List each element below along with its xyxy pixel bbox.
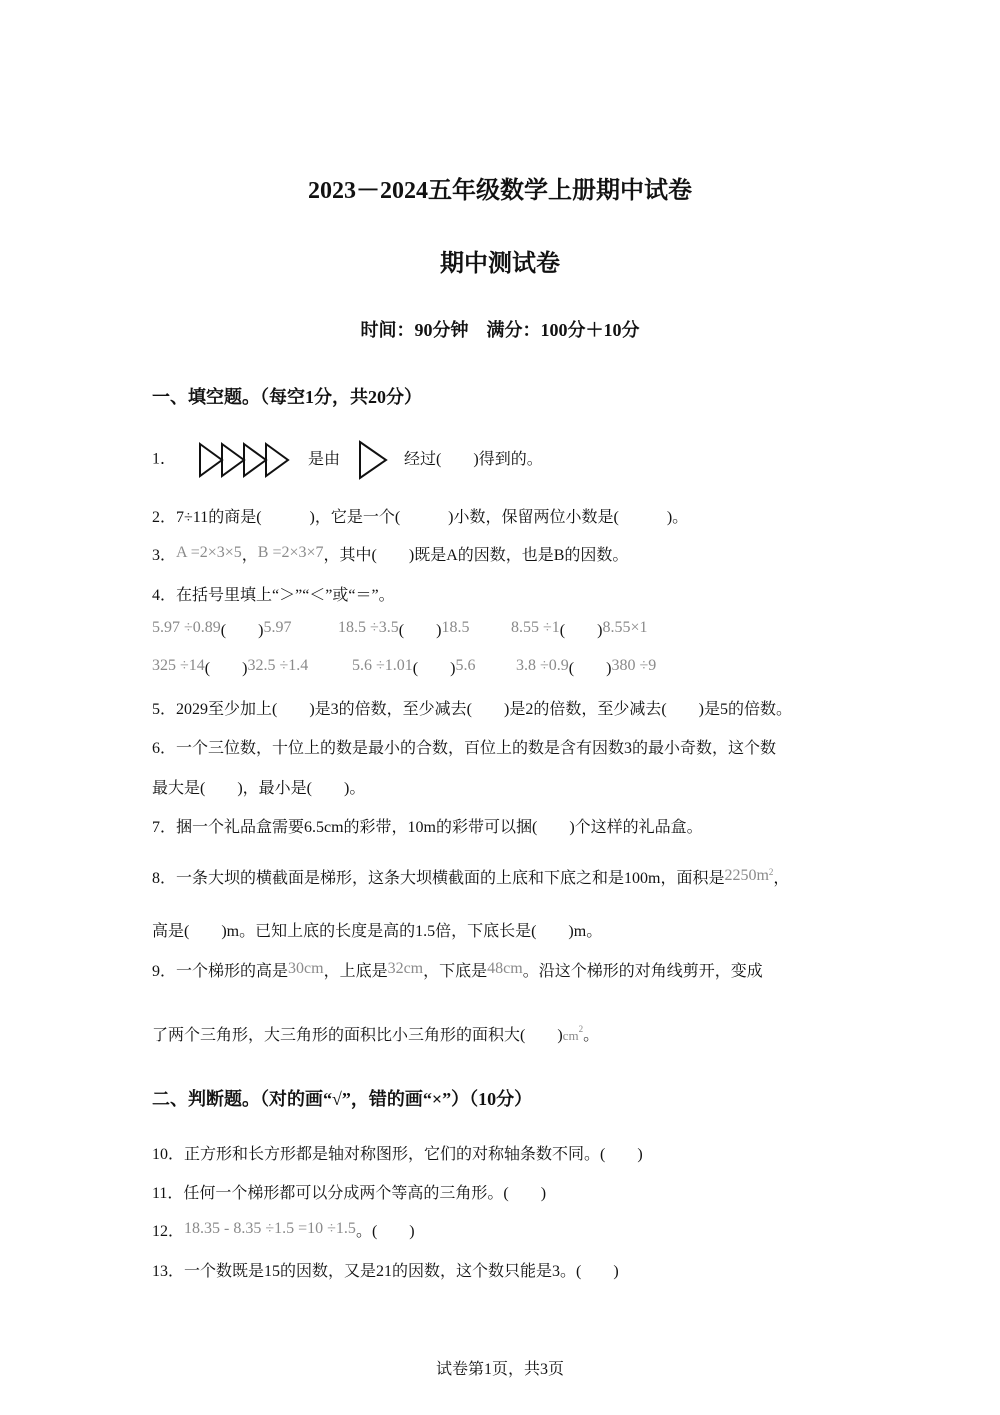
single-triangle-figure bbox=[354, 438, 394, 482]
exam-subtitle: 期中测试卷 bbox=[440, 251, 560, 277]
q3-expr-b: B =2×3×7 bbox=[257, 544, 324, 561]
question-5: 5．2029至少加上( )是3的倍数，至少减去( )是2的倍数，至少减去( )是5的倍数。 bbox=[152, 701, 792, 718]
question-11: 11．任何一个梯形都可以分成两个等高的三角形。( ) bbox=[152, 1185, 547, 1202]
question-4: 4．在括号里填上“＞”“＜”或“＝”。 bbox=[152, 587, 395, 604]
question-8-line-2: 高是( )m。已知上底的长度是高的1.5倍，下底长是( )m。 bbox=[152, 923, 603, 940]
question-9-line-2: 了两个三角形，大三角形的面积比小三角形的面积大( )$cm^2$。 bbox=[152, 1024, 600, 1044]
four-triangles-figure bbox=[194, 438, 298, 482]
q4-row-1-item-2: 18.5 ÷3.5( )18.5 bbox=[338, 619, 470, 639]
question-12: 12．18.35 - 8.35 ÷1.5 =10 ÷1.5。( ) bbox=[152, 1220, 415, 1240]
question-3: 3．A =2×3×5，B =2×3×7，其中( )既是A的因数，也是B的因数。 bbox=[152, 544, 629, 564]
section1-heading: 一、填空题。（每空1分，共20分） bbox=[152, 387, 422, 407]
question-1: 1． 是由 经过( )得到的。 bbox=[152, 438, 543, 482]
q3-expr-a: A =2×3×5 bbox=[176, 544, 242, 561]
q1-text-a: 是由 bbox=[308, 450, 341, 468]
question-6-line-1: 6．一个三位数，十位上的数是最小的合数，百位上的数是含有因数3的最小奇数，这个数 bbox=[152, 740, 777, 757]
q4-row-2-item-2: 5.6 ÷1.01( )5.6 bbox=[352, 657, 476, 677]
exam-info: 时间：90分钟 满分：100分＋10分 bbox=[360, 320, 640, 340]
q12-expr: 18.35 - 8.35 ÷1.5 =10 ÷1.5 bbox=[184, 1220, 356, 1237]
question-10: 10．正方形和长方形都是轴对称图形，它们的对称轴条数不同。( ) bbox=[152, 1146, 643, 1163]
q4-row-1: 5.97 ÷0.89( )5.97 bbox=[152, 619, 292, 639]
question-13: 13．一个数既是15的因数，又是21的因数，这个数只能是3。( ) bbox=[152, 1263, 619, 1280]
question-7: 7．捆一个礼品盒需要6.5cm的彩带，10m的彩带可以捆( )个这样的礼品盒。 bbox=[152, 819, 703, 836]
question-9-line-1: 9．一个梯形的高是30cm，上底是32cm，下底是48cm。沿这个梯形的对角线剪开，变成 bbox=[152, 960, 763, 980]
section2-heading: 二、判断题。（对的画“√”，错的画“×”）（10分） bbox=[152, 1089, 533, 1109]
q8-area: 2250m bbox=[724, 867, 769, 884]
question-8-line-1: 8．一条大坝的横截面是梯形，这条大坝横截面的上底和下底之和是100m，面积是$2250m^2$， bbox=[152, 867, 790, 887]
q4-row-1-item-3: 8.55 ÷1( )8.55×1 bbox=[511, 619, 648, 639]
q4-row-2-item-3: 3.8 ÷0.9( )380 ÷9 bbox=[516, 657, 657, 677]
question-6-line-2: 最大是( )，最小是( )。 bbox=[152, 780, 366, 797]
q4-row-2: 325 ÷14( )32.5 ÷1.4 bbox=[152, 657, 309, 677]
page-footer: 试卷第1页，共3页 bbox=[435, 1361, 564, 1378]
q1-text-b: 经过( )得到的。 bbox=[404, 450, 543, 468]
question-2: 2．7÷11的商是( )，它是一个( )小数，保留两位小数是( )。 bbox=[152, 509, 689, 526]
exam-title: 2023－2024五年级数学上册期中试卷 bbox=[308, 178, 692, 204]
